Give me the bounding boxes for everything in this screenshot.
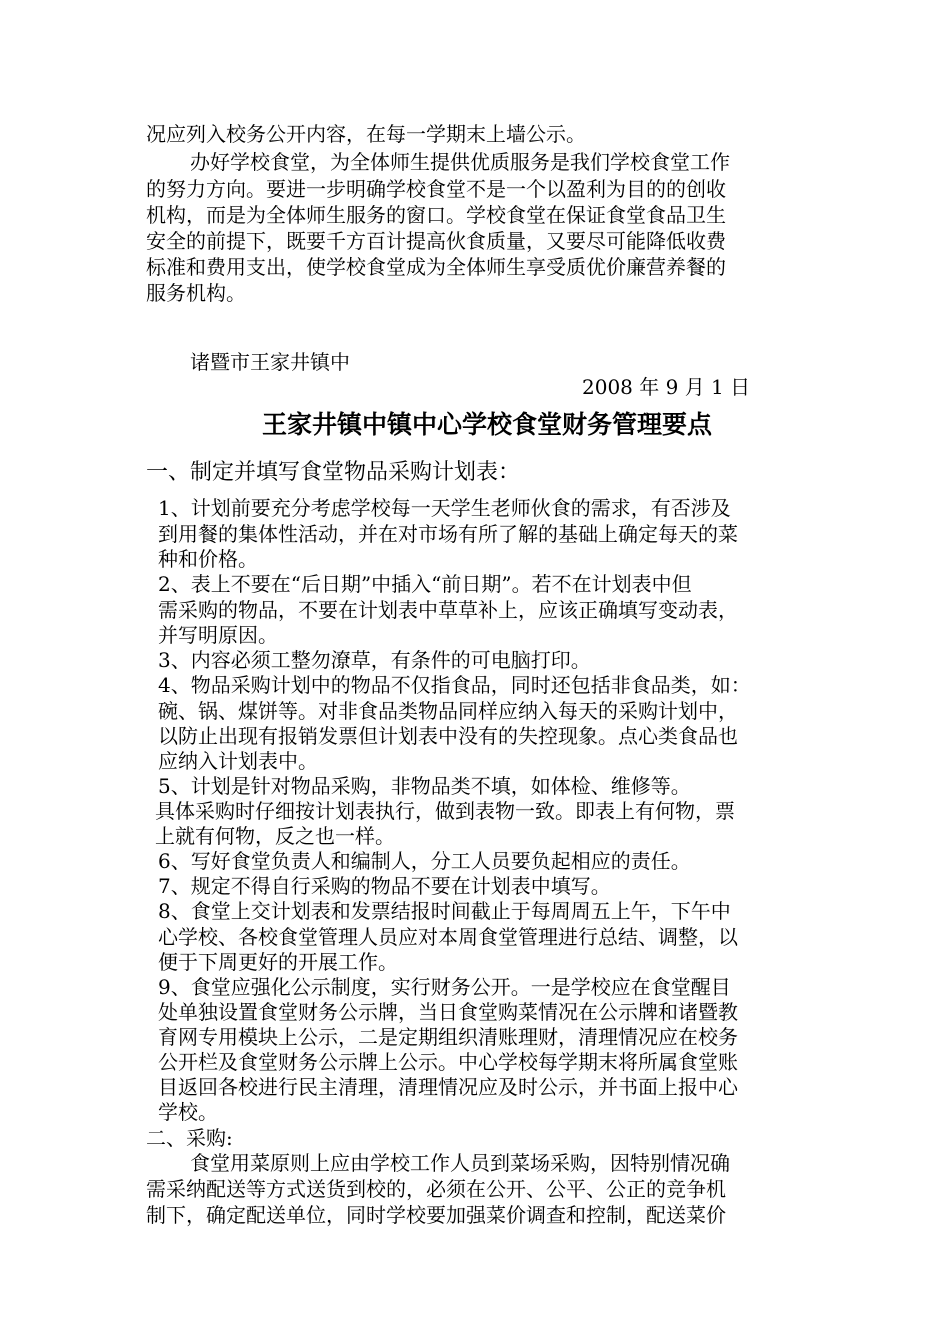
list-item-line: 以防止出现有报销发票但计划表中没有的失控现象。点心类食品也 bbox=[158, 724, 738, 748]
document-title: 王家井镇中镇中心学校食堂财务管理要点 bbox=[262, 410, 713, 439]
intro-paragraph-line: 机构，而是为全体师生服务的窗口。学校食堂在保证食堂食品卫生 bbox=[146, 203, 726, 227]
list-item-line: 8、食堂上交计划表和发票结报时间截止于每周周五上午，下午中 bbox=[158, 899, 731, 923]
list-item-line: 1、计划前要充分考虑学校每一天学生老师伙食的需求，有否涉及 bbox=[158, 496, 731, 520]
intro-paragraph-line: 安全的前提下，既要千方百计提高伙食质量，又要尽可能降低收费 bbox=[146, 229, 726, 253]
list-item-line: 5、计划是针对物品采购，非物品类不填，如体检、维修等。 bbox=[158, 774, 691, 798]
section-heading: 一、制定并填写食堂物品采购计划表： bbox=[146, 460, 521, 485]
paragraph-line: 需采纳配送等方式送货到校的，必须在公开、公平、公正的竞争机 bbox=[146, 1177, 726, 1201]
list-item-line: 应纳入计划表中。 bbox=[158, 749, 318, 773]
intro-paragraph-line: 标准和费用支出，使学校食堂成为全体师生享受质优价廉营养餐的 bbox=[146, 255, 726, 279]
intro-paragraph-line: 的努力方向。要进一步明确学校食堂不是一个以盈利为目的的创收 bbox=[146, 177, 726, 201]
list-item-line: 便于下周更好的开展工作。 bbox=[158, 950, 398, 974]
paragraph-line: 制下，确定配送单位，同时学校要加强菜价调查和控制，配送菜价 bbox=[146, 1203, 726, 1227]
list-item-line: 7、规定不得自行采购的物品不要在计划表中填写。 bbox=[158, 874, 611, 898]
list-item-line: 到用餐的集体性活动，并在对市场有所了解的基础上确定每天的菜 bbox=[158, 522, 738, 546]
intro-paragraph-line: 服务机构。 bbox=[146, 281, 246, 305]
signature-date: 2008 年 9 月 1 日 bbox=[582, 375, 751, 399]
list-item-line: 需采购的物品，不要在计划表中草草补上，应该正确填写变动表， bbox=[158, 598, 738, 622]
list-item-line: 学校。 bbox=[158, 1100, 218, 1124]
list-item-line: 碗、锅、煤饼等。对非食品类物品同样应纳入每天的采购计划中， bbox=[158, 699, 738, 723]
list-item-line: 种和价格。 bbox=[158, 547, 258, 571]
list-item-line: 育网专用模块上公示，二是定期组织清账理财，清理情况应在校务 bbox=[158, 1025, 738, 1049]
list-item-line: 并写明原因。 bbox=[158, 623, 278, 647]
list-item-line: 6、写好食堂负责人和编制人，分工人员要负起相应的责任。 bbox=[158, 849, 691, 873]
list-item-line: 心学校、各校食堂管理人员应对本周食堂管理进行总结、调整，以 bbox=[158, 925, 738, 949]
signature-organization: 诸暨市王家井镇中 bbox=[190, 350, 350, 374]
section-heading: 二、采购: bbox=[146, 1126, 233, 1150]
list-item-line: 公开栏及食堂财务公示牌上公示。中心学校每学期末将所属食堂账 bbox=[158, 1050, 738, 1074]
list-item-line: 目返回各校进行民主清理，清理情况应及时公示，并书面上报中心 bbox=[158, 1075, 738, 1099]
list-item-line: 处单独设置食堂财务公示牌，当日食堂购菜情况在公示牌和诸暨教 bbox=[158, 1000, 738, 1024]
list-item-line: 2、表上不要在“后日期”中插入“前日期”。若不在计划表中但 bbox=[158, 572, 692, 596]
list-item-line: 9、食堂应强化公示制度，实行财务公开。一是学校应在食堂醒目 bbox=[158, 975, 731, 999]
list-item-line: 4、物品采购计划中的物品不仅指食品，同时还包括非食品类，如： bbox=[158, 673, 751, 697]
intro-paragraph-line: 办好学校食堂，为全体师生提供优质服务是我们学校食堂工作 bbox=[190, 150, 730, 174]
intro-continuation: 况应列入校务公开内容，在每一学期末上墙公示。 bbox=[146, 122, 586, 146]
list-item-line: 3、内容必须工整勿潦草，有条件的可电脑打印。 bbox=[158, 648, 591, 672]
list-item-line: 上就有何物，反之也一样。 bbox=[155, 824, 395, 848]
list-item-line: 具体采购时仔细按计划表执行，做到表物一致。即表上有何物，票 bbox=[155, 799, 735, 823]
paragraph-line: 食堂用菜原则上应由学校工作人员到菜场采购，因特别情况确 bbox=[190, 1151, 730, 1175]
